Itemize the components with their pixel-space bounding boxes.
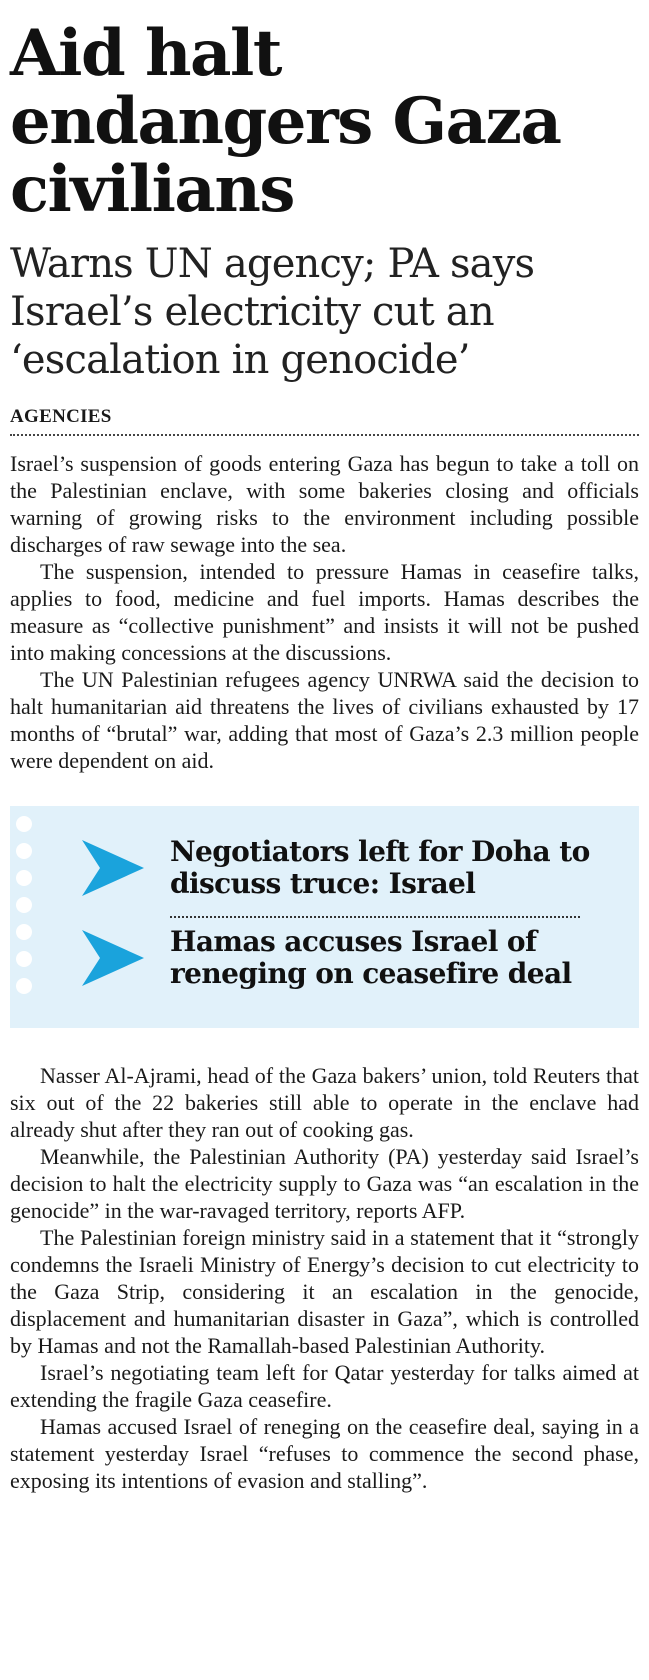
paragraph: The UN Palestinian refugees agency UNRWA said the decision to halt humanitarian aid threatens the lives of civilians exhausted by 17 months of “brutal” war, adding that most of Gaza’s 2.3 million people were dependent on aid. <box>10 667 639 773</box>
arrow-chevron-icon <box>82 930 144 986</box>
ring-icon <box>16 870 32 886</box>
article-body-bottom <box>10 1062 639 1494</box>
ring-icon <box>16 951 32 967</box>
arrow-chevron-icon <box>82 840 144 896</box>
highlight-divider <box>170 916 580 918</box>
article-body-top <box>10 450 639 774</box>
ring-icon <box>16 978 32 994</box>
paragraph: The suspension, intended to pressure Hamas in ceasefire talks, applies to food, medicine and fuel imports. Hamas describes the measure as “collective punishment” and insists it will not be pushed into making concessions at the discussions. <box>10 559 639 665</box>
highlight-text: Hamas accuses Israel of reneging on ceasefire deal <box>170 925 572 990</box>
article <box>10 0 639 1494</box>
paragraph: Hamas accused Israel of reneging on the ceasefire deal, saying in a statement yesterday Israel “refuses to commence the second phase, exposing its intentions of evasion and stalling”. <box>10 1414 639 1493</box>
subheadline: Warns UN agency; PA says Israel’s electricity cut an ‘escalation in genocide’ <box>10 241 535 383</box>
ring-icon <box>16 843 32 859</box>
paragraph: Israel’s suspension of goods entering Gaza has begun to take a toll on the Palestinian enclave, with some bakeries closing and officials warning of growing risks to the environment including possible discharges of raw sewage into the sea. <box>10 451 639 557</box>
paragraph: The Palestinian foreign ministry said in a statement that it “strongly condemns the Israeli Ministry of Energy’s decision to cut electricity to the Gaza Strip, considering it an escalation in the genocide, displacement and humanitarian disaster in Gaza”, which is controlled by Hamas and not the Ramallah-based Palestinian Authority. <box>10 1225 639 1358</box>
highlight-text: Negotiators left for Doha to discuss truce: Israel <box>170 835 590 900</box>
ring-icon <box>16 924 32 940</box>
paragraph: Meanwhile, the Palestinian Authority (PA) yesterday said Israel’s decision to halt the electricity supply to Gaza was “an escalation in the genocide” in the war-ravaged territory, reports AFP. <box>10 1144 639 1223</box>
paragraph: Nasser Al-Ajrami, head of the Gaza bakers’ union, told Reuters that six out of the 22 bakeries still able to operate in the enclave had already shut after they ran out of cooking gas. <box>10 1063 639 1142</box>
highlights-box <box>10 806 639 1028</box>
notebook-rings <box>16 816 36 1005</box>
ring-icon <box>16 897 32 913</box>
byline: AGENCIES <box>10 406 639 436</box>
paragraph: Israel’s negotiating team left for Qatar yesterday for talks aimed at extending the fragile Gaza ceasefire. <box>10 1360 639 1412</box>
headline: Aid halt endangers Gaza civilians <box>10 16 561 227</box>
ring-icon <box>16 816 32 832</box>
